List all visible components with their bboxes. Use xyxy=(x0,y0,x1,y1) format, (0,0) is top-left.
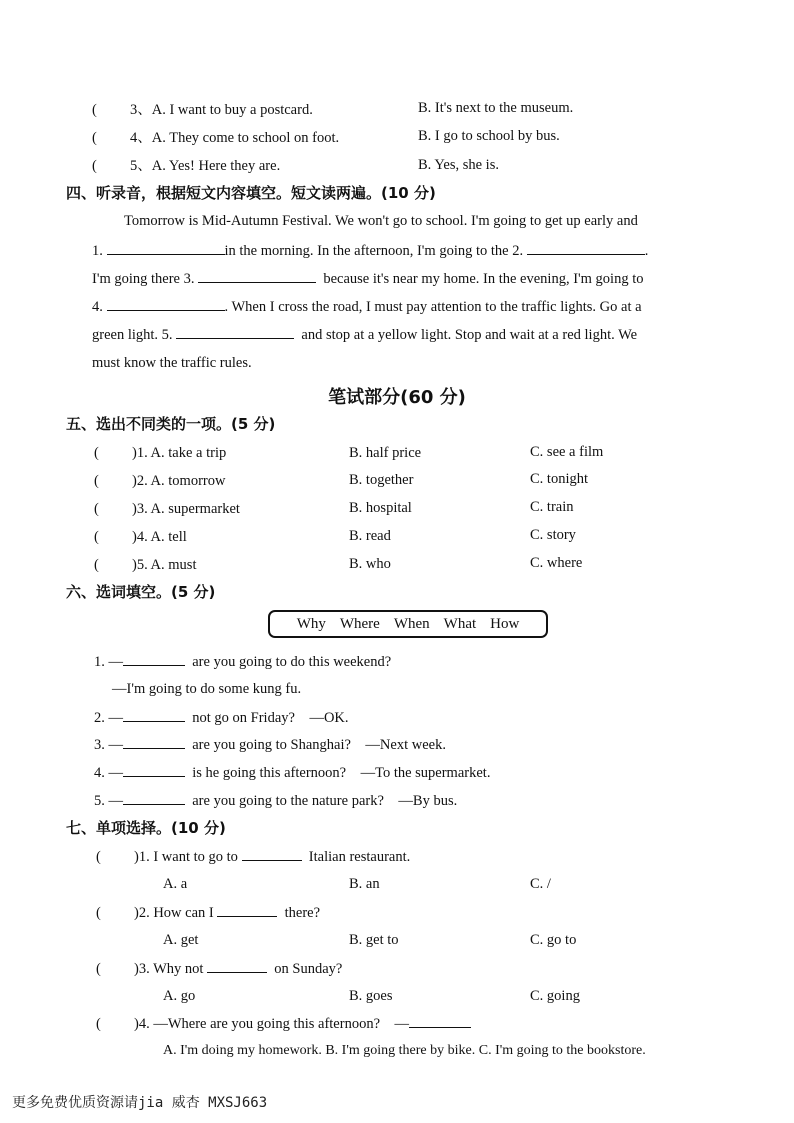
word-bank xyxy=(268,610,548,638)
passage-line-5: green light. 5. and stop at a yellow light. Stop and wait at a red light. We xyxy=(92,324,637,345)
odd-item-2: ( )2. A. tomorrow xyxy=(94,473,226,489)
odd-item-3-c: C. train xyxy=(530,499,574,515)
odd-item-1-b: B. half price xyxy=(349,445,422,461)
word-what: What xyxy=(443,615,477,632)
fill-blank-2[interactable] xyxy=(123,707,185,722)
fill-blank-1[interactable] xyxy=(123,651,185,666)
odd-item-5: ( )5. A. must xyxy=(94,557,197,573)
answer-paren: ( xyxy=(92,130,97,146)
odd-item-5-c: C. where xyxy=(530,555,583,571)
odd-item-5-b: B. who xyxy=(349,556,391,572)
choice-blank-4[interactable] xyxy=(409,1013,471,1028)
section-6-title: 六、选词填空。(5 分) xyxy=(66,583,216,601)
blank-1[interactable] xyxy=(107,240,225,255)
choice-q3-c: C. going xyxy=(530,988,580,1004)
passage-line-2: 1. in the morning. In the afternoon, I'm going to the 2. . xyxy=(92,240,648,261)
fill-q4: 4. — is he going this afternoon? —To the supermarket. xyxy=(94,762,490,783)
choice-q2: ( )2. How can I there? xyxy=(96,902,320,923)
choice-q2-b: B. get to xyxy=(349,932,399,948)
listen-item-4-b: B. I go to school by bus. xyxy=(418,128,560,144)
word-why: Why xyxy=(296,615,326,632)
word-where: Where xyxy=(339,615,380,632)
section-7-title: 七、单项选择。(10 分) xyxy=(66,819,226,837)
fill-q5: 5. — are you going to the nature park? —By bus. xyxy=(94,790,457,811)
fill-q1-answer: —I'm going to do some kung fu. xyxy=(112,681,302,697)
choice-q2-a: A. get xyxy=(163,932,199,948)
fill-q3: 3. — are you going to Shanghai? —Next week. xyxy=(94,734,446,755)
choice-q3: ( )3. Why not on Sunday? xyxy=(96,958,342,979)
blank-4[interactable] xyxy=(107,296,225,311)
section-4-title: 四、听录音，根据短文内容填空。短文读两遍。(10 分) xyxy=(66,184,436,202)
choice-q4: ( )4. —Where are you going this afternoon? — xyxy=(96,1013,471,1034)
fill-blank-3[interactable] xyxy=(123,734,185,749)
fill-blank-4[interactable] xyxy=(123,762,185,777)
listen-item-3: ( 3、A. I want to buy a postcard. xyxy=(92,102,313,118)
choice-q1: ( )1. I want to go to Italian restaurant. xyxy=(96,846,410,867)
word-how: How xyxy=(490,615,520,632)
listen-item-5: ( 5、A. Yes! Here they are. xyxy=(92,158,281,174)
choice-q1-a: A. a xyxy=(163,876,188,892)
answer-paren: ( xyxy=(92,158,97,174)
passage-line-1: Tomorrow is Mid-Autumn Festival. We won't go to school. I'm going to get up early and xyxy=(124,213,638,229)
odd-item-1-c: C. see a film xyxy=(530,444,604,460)
choice-q4-options: A. I'm doing my homework. B. I'm going there by bike. C. I'm going to the bookstore. xyxy=(163,1043,646,1058)
choice-blank-2[interactable] xyxy=(217,902,277,917)
blank-2[interactable] xyxy=(527,240,645,255)
odd-item-2-b: B. together xyxy=(349,472,414,488)
listen-item-3-b: B. It's next to the museum. xyxy=(418,100,574,116)
footer-note: 更多免费优质资源请jia 威杏 MXSJ663 xyxy=(12,1095,268,1111)
choice-blank-1[interactable] xyxy=(242,846,302,861)
choice-q1-c: C. / xyxy=(530,876,551,892)
listen-item-5-b: B. Yes, she is. xyxy=(418,157,499,173)
choice-blank-3[interactable] xyxy=(207,958,267,973)
passage-line-4: 4. . When I cross the road, I must pay attention to the traffic lights. Go at a xyxy=(92,296,642,317)
choice-q1-b: B. an xyxy=(349,876,380,892)
choice-q3-a: A. go xyxy=(163,988,196,1004)
choice-q3-b: B. goes xyxy=(349,988,393,1004)
passage-line-6: must know the traffic rules. xyxy=(92,355,252,371)
fill-blank-5[interactable] xyxy=(123,790,185,805)
word-when: When xyxy=(393,615,430,632)
blank-5[interactable] xyxy=(176,324,294,339)
odd-item-4-b: B. read xyxy=(349,528,391,544)
section-5-title: 五、选出不同类的一项。(5 分) xyxy=(66,415,276,433)
passage-line-3: I'm going there 3. because it's near my home. In the evening, I'm going to xyxy=(92,268,643,289)
choice-q2-c: C. go to xyxy=(530,932,577,948)
odd-item-2-c: C. tonight xyxy=(530,471,589,487)
odd-item-4: ( )4. A. tell xyxy=(94,529,187,545)
odd-item-1: ( )1. A. take a trip xyxy=(94,445,227,461)
odd-item-4-c: C. story xyxy=(530,527,576,543)
fill-q1: 1. — are you going to do this weekend? xyxy=(94,651,391,672)
written-part-title: 笔试部分(60 分) xyxy=(328,387,466,408)
odd-item-3: ( )3. A. supermarket xyxy=(94,501,240,517)
answer-paren: ( xyxy=(92,102,97,118)
odd-item-3-b: B. hospital xyxy=(349,500,412,516)
fill-q2: 2. — not go on Friday? —OK. xyxy=(94,707,349,728)
listen-item-4: ( 4、A. They come to school on foot. xyxy=(92,130,340,146)
blank-3[interactable] xyxy=(198,268,316,283)
